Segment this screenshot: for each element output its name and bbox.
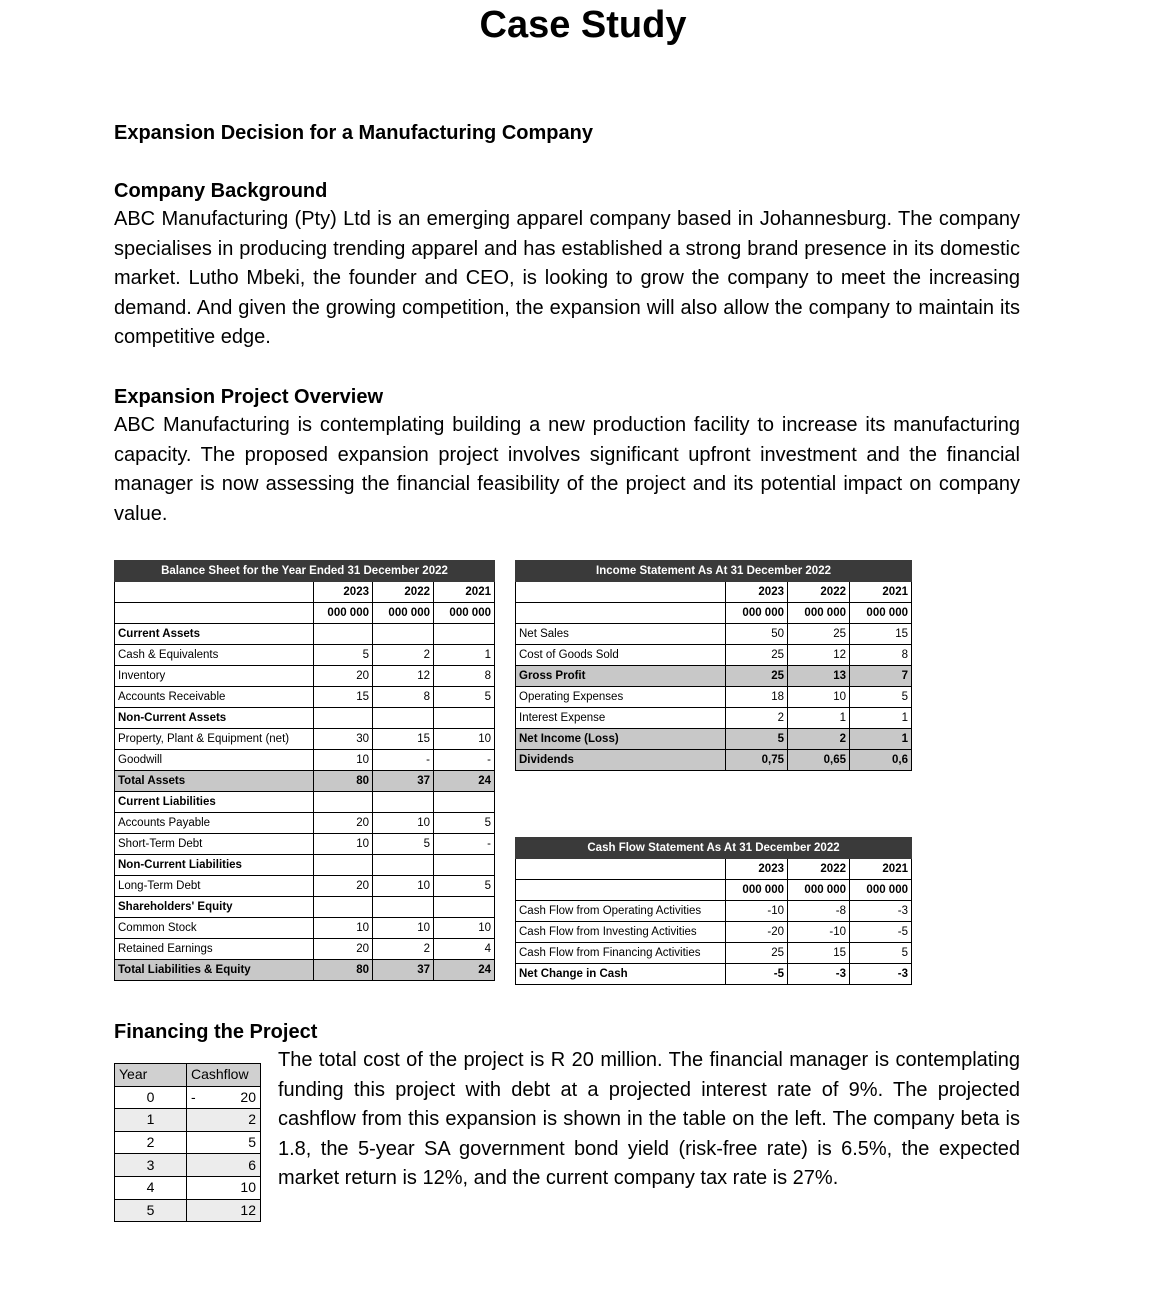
cashflow-sign: - bbox=[191, 1088, 196, 1105]
unit-header-cell: 000 000 bbox=[850, 880, 912, 901]
value-cell: 24 bbox=[434, 960, 495, 981]
value-cell: 10 bbox=[434, 729, 495, 750]
year-header-cell: 2022 bbox=[373, 582, 434, 603]
value-cell: 8 bbox=[850, 645, 912, 666]
row-label-cell: Non-Current Assets bbox=[115, 708, 314, 729]
value-cell: -5 bbox=[850, 922, 912, 943]
company-background-section bbox=[114, 177, 1020, 353]
header-label-cell bbox=[115, 582, 314, 603]
row-label-cell: Property, Plant & Equipment (net) bbox=[115, 729, 314, 750]
table-row bbox=[516, 729, 912, 750]
project-overview-section bbox=[114, 383, 1020, 529]
table-title-row bbox=[516, 561, 912, 582]
value-cell: 10 bbox=[373, 813, 434, 834]
value-cell: 37 bbox=[373, 771, 434, 792]
table-row bbox=[115, 624, 495, 645]
row-label-cell: Total Assets bbox=[115, 771, 314, 792]
value-cell: 4 bbox=[434, 939, 495, 960]
value-cell: 5 bbox=[850, 943, 912, 964]
cashflow-cell bbox=[187, 1154, 261, 1177]
financing-heading: Financing the Project bbox=[114, 1021, 318, 1043]
value-cell: 25 bbox=[726, 666, 788, 687]
value-cell bbox=[314, 855, 373, 876]
value-cell bbox=[434, 855, 495, 876]
value-cell: 18 bbox=[726, 687, 788, 708]
table-row bbox=[115, 834, 495, 855]
header-label-cell bbox=[115, 603, 314, 624]
year-cell: 4 bbox=[115, 1176, 187, 1199]
cashflow-cell bbox=[187, 1109, 261, 1132]
value-cell: 10 bbox=[434, 918, 495, 939]
row-label-cell: Retained Earnings bbox=[115, 939, 314, 960]
value-cell: 5 bbox=[373, 834, 434, 855]
unit-header-cell: 000 000 bbox=[788, 880, 850, 901]
value-cell: 10 bbox=[373, 876, 434, 897]
value-cell: -20 bbox=[726, 922, 788, 943]
cashflow-value: 2 bbox=[248, 1111, 256, 1128]
value-cell: 12 bbox=[788, 645, 850, 666]
cashflow-cell bbox=[187, 1086, 261, 1109]
value-cell: - bbox=[434, 750, 495, 771]
document-subtitle: Expansion Decision for a Manufacturing Company bbox=[114, 122, 593, 144]
header-label-cell bbox=[516, 582, 726, 603]
value-cell: 25 bbox=[726, 645, 788, 666]
year-header: Year bbox=[115, 1064, 187, 1087]
value-cell: 20 bbox=[314, 939, 373, 960]
value-cell: 2 bbox=[373, 939, 434, 960]
year-cell: 1 bbox=[115, 1109, 187, 1132]
row-label-cell: Accounts Receivable bbox=[115, 687, 314, 708]
cashflow-row bbox=[115, 1086, 261, 1109]
cashflow-value: 12 bbox=[240, 1201, 256, 1218]
table-row bbox=[516, 964, 912, 985]
project-cashflow-table bbox=[114, 1063, 261, 1222]
row-label-cell: Operating Expenses bbox=[516, 687, 726, 708]
table-row bbox=[115, 645, 495, 666]
table-row bbox=[115, 666, 495, 687]
unit-header-row bbox=[516, 603, 912, 624]
cashflow-cell bbox=[187, 1176, 261, 1199]
project-overview-text: ABC Manufacturing is contemplating building a new production facility to increase its manufacturing capacity. The proposed expansion project involves significant upfront investment and the financial manager is now assessing the financial feasibility of the project and its potential impact on company value. bbox=[114, 414, 1020, 525]
value-cell: -3 bbox=[850, 964, 912, 985]
value-cell: 30 bbox=[314, 729, 373, 750]
unit-header-cell: 000 000 bbox=[850, 603, 912, 624]
table-row bbox=[516, 943, 912, 964]
value-cell: 2 bbox=[726, 708, 788, 729]
table-row bbox=[115, 750, 495, 771]
table-row bbox=[115, 792, 495, 813]
row-label-cell: Non-Current Liabilities bbox=[115, 855, 314, 876]
value-cell: 1 bbox=[788, 708, 850, 729]
value-cell: 8 bbox=[373, 687, 434, 708]
value-cell: 0,6 bbox=[850, 750, 912, 771]
value-cell: -3 bbox=[788, 964, 850, 985]
value-cell bbox=[314, 897, 373, 918]
table-title: Cash Flow Statement As At 31 December 2022 bbox=[516, 838, 912, 859]
value-cell bbox=[314, 792, 373, 813]
value-cell: 10 bbox=[314, 918, 373, 939]
table-title: Income Statement As At 31 December 2022 bbox=[516, 561, 912, 582]
year-header-row bbox=[516, 582, 912, 603]
balance-sheet-body bbox=[115, 561, 495, 981]
value-cell: 50 bbox=[726, 624, 788, 645]
value-cell: 2 bbox=[788, 729, 850, 750]
cashflow-value: 20 bbox=[240, 1088, 256, 1105]
cashflow-header-row bbox=[115, 1064, 261, 1087]
unit-header-row bbox=[115, 603, 495, 624]
cashflow-row bbox=[115, 1109, 261, 1132]
table-row bbox=[115, 687, 495, 708]
value-cell: -10 bbox=[788, 922, 850, 943]
value-cell bbox=[373, 792, 434, 813]
value-cell: 10 bbox=[788, 687, 850, 708]
table-row bbox=[115, 813, 495, 834]
row-label-cell: Common Stock bbox=[115, 918, 314, 939]
year-header-cell: 2021 bbox=[434, 582, 495, 603]
unit-header-cell: 000 000 bbox=[726, 880, 788, 901]
table-row bbox=[115, 876, 495, 897]
value-cell bbox=[314, 708, 373, 729]
table-title-row bbox=[115, 561, 495, 582]
year-cell: 3 bbox=[115, 1154, 187, 1177]
header-label-cell bbox=[516, 880, 726, 901]
row-label-cell: Net Income (Loss) bbox=[516, 729, 726, 750]
year-header-row bbox=[516, 859, 912, 880]
table-row bbox=[516, 624, 912, 645]
unit-header-row bbox=[516, 880, 912, 901]
value-cell bbox=[314, 624, 373, 645]
year-header-cell: 2021 bbox=[850, 859, 912, 880]
value-cell: 15 bbox=[850, 624, 912, 645]
row-label-cell: Accounts Payable bbox=[115, 813, 314, 834]
value-cell: 10 bbox=[373, 918, 434, 939]
row-label-cell: Gross Profit bbox=[516, 666, 726, 687]
cash-flow-body bbox=[516, 838, 912, 985]
income-statement-table bbox=[515, 560, 912, 771]
row-label-cell: Short-Term Debt bbox=[115, 834, 314, 855]
value-cell bbox=[373, 624, 434, 645]
income-statement-body bbox=[516, 561, 912, 771]
value-cell: 5 bbox=[434, 876, 495, 897]
row-label-cell: Net Change in Cash bbox=[516, 964, 726, 985]
table-row bbox=[516, 708, 912, 729]
value-cell: 15 bbox=[788, 943, 850, 964]
year-header-cell: 2022 bbox=[788, 582, 850, 603]
value-cell: 20 bbox=[314, 666, 373, 687]
row-label-cell: Goodwill bbox=[115, 750, 314, 771]
table-title: Balance Sheet for the Year Ended 31 December 2022 bbox=[115, 561, 495, 582]
cashflow-cell bbox=[187, 1199, 261, 1222]
value-cell bbox=[373, 855, 434, 876]
year-header-cell: 2023 bbox=[726, 859, 788, 880]
value-cell: 80 bbox=[314, 960, 373, 981]
cashflow-row bbox=[115, 1199, 261, 1222]
value-cell bbox=[373, 708, 434, 729]
value-cell: -8 bbox=[788, 901, 850, 922]
year-header-cell: 2022 bbox=[788, 859, 850, 880]
row-label-cell: Cash Flow from Operating Activities bbox=[516, 901, 726, 922]
value-cell: -3 bbox=[850, 901, 912, 922]
page-title: Case Study bbox=[479, 4, 687, 46]
table-row bbox=[115, 960, 495, 981]
value-cell: 5 bbox=[726, 729, 788, 750]
value-cell: - bbox=[373, 750, 434, 771]
value-cell: - bbox=[434, 834, 495, 855]
value-cell: 5 bbox=[850, 687, 912, 708]
table-row bbox=[115, 939, 495, 960]
cashflow-row bbox=[115, 1176, 261, 1199]
table-row bbox=[115, 855, 495, 876]
table-row bbox=[115, 897, 495, 918]
row-label-cell: Inventory bbox=[115, 666, 314, 687]
value-cell: 13 bbox=[788, 666, 850, 687]
row-label-cell: Shareholders' Equity bbox=[115, 897, 314, 918]
company-background-heading: Company Background bbox=[114, 180, 328, 202]
table-row bbox=[516, 901, 912, 922]
table-row bbox=[516, 666, 912, 687]
value-cell bbox=[434, 897, 495, 918]
balance-sheet-table bbox=[114, 560, 495, 981]
cashflow-value: 10 bbox=[240, 1179, 256, 1196]
table-row bbox=[115, 708, 495, 729]
value-cell bbox=[434, 624, 495, 645]
value-cell: 20 bbox=[314, 876, 373, 897]
table-row bbox=[516, 687, 912, 708]
value-cell bbox=[434, 792, 495, 813]
value-cell: 37 bbox=[373, 960, 434, 981]
value-cell: 8 bbox=[434, 666, 495, 687]
value-cell: 10 bbox=[314, 750, 373, 771]
value-cell bbox=[373, 897, 434, 918]
row-label-cell: Interest Expense bbox=[516, 708, 726, 729]
value-cell: 5 bbox=[314, 645, 373, 666]
year-cell: 0 bbox=[115, 1086, 187, 1109]
value-cell: 7 bbox=[850, 666, 912, 687]
value-cell: 2 bbox=[373, 645, 434, 666]
value-cell: 0,65 bbox=[788, 750, 850, 771]
row-label-cell: Dividends bbox=[516, 750, 726, 771]
cashflow-row bbox=[115, 1154, 261, 1177]
table-row bbox=[516, 922, 912, 943]
value-cell: 1 bbox=[850, 708, 912, 729]
cashflow-cell bbox=[187, 1131, 261, 1154]
value-cell: 25 bbox=[726, 943, 788, 964]
row-label-cell: Current Assets bbox=[115, 624, 314, 645]
year-cell: 5 bbox=[115, 1199, 187, 1222]
table-row bbox=[115, 729, 495, 750]
value-cell: 12 bbox=[373, 666, 434, 687]
table-row bbox=[516, 750, 912, 771]
value-cell: 15 bbox=[314, 687, 373, 708]
project-overview-heading: Expansion Project Overview bbox=[114, 386, 383, 408]
row-label-cell: Cash Flow from Financing Activities bbox=[516, 943, 726, 964]
header-label-cell bbox=[516, 603, 726, 624]
value-cell: 15 bbox=[373, 729, 434, 750]
table-row bbox=[115, 771, 495, 792]
row-label-cell: Long-Term Debt bbox=[115, 876, 314, 897]
table-row bbox=[115, 918, 495, 939]
unit-header-cell: 000 000 bbox=[726, 603, 788, 624]
table-title-row bbox=[516, 838, 912, 859]
value-cell: 20 bbox=[314, 813, 373, 834]
year-header-cell: 2023 bbox=[726, 582, 788, 603]
unit-header-cell: 000 000 bbox=[788, 603, 850, 624]
header-label-cell bbox=[516, 859, 726, 880]
year-header-row bbox=[115, 582, 495, 603]
value-cell: -10 bbox=[726, 901, 788, 922]
row-label-cell: Current Liabilities bbox=[115, 792, 314, 813]
value-cell: 5 bbox=[434, 813, 495, 834]
value-cell: 25 bbox=[788, 624, 850, 645]
cash-flow-table bbox=[515, 837, 912, 985]
value-cell: -5 bbox=[726, 964, 788, 985]
unit-header-cell: 000 000 bbox=[434, 603, 495, 624]
value-cell: 80 bbox=[314, 771, 373, 792]
unit-header-cell: 000 000 bbox=[373, 603, 434, 624]
unit-header-cell: 000 000 bbox=[314, 603, 373, 624]
financing-text: The total cost of the project is R 20 million. The financial manager is contemplating funding this project with debt at a projected interest rate of 9%. The projected cashflow from this expansion is shown in the table on the left. The company beta is 1.8, the 5-year SA government bond yield (risk-free rate) is 6.5%, the expected market return is 12%, and the current company tax rate is 27%. bbox=[278, 1049, 1020, 1189]
value-cell: 1 bbox=[850, 729, 912, 750]
cashflow-header: Cashflow bbox=[187, 1064, 261, 1087]
year-cell: 2 bbox=[115, 1131, 187, 1154]
value-cell: 0,75 bbox=[726, 750, 788, 771]
row-label-cell: Cost of Goods Sold bbox=[516, 645, 726, 666]
cashflow-value: 5 bbox=[248, 1134, 256, 1151]
row-label-cell: Cash Flow from Investing Activities bbox=[516, 922, 726, 943]
row-label-cell: Net Sales bbox=[516, 624, 726, 645]
value-cell: 10 bbox=[314, 834, 373, 855]
cashflow-value: 6 bbox=[248, 1156, 256, 1173]
year-header-cell: 2021 bbox=[850, 582, 912, 603]
row-label-cell: Cash & Equivalents bbox=[115, 645, 314, 666]
row-label-cell: Total Liabilities & Equity bbox=[115, 960, 314, 981]
value-cell bbox=[434, 708, 495, 729]
cashflow-row bbox=[115, 1131, 261, 1154]
year-header-cell: 2023 bbox=[314, 582, 373, 603]
company-background-text: ABC Manufacturing (Pty) Ltd is an emerging apparel company based in Johannesburg. The company specialises in producing trending apparel and has established a strong brand presence in its domestic market. Lutho Mbeki, the founder and CEO, is looking to grow the company to meet the increasing demand. And given the growing competition, the expansion will also allow the company to maintain its competitive edge. bbox=[114, 208, 1020, 348]
value-cell: 5 bbox=[434, 687, 495, 708]
table-row bbox=[516, 645, 912, 666]
value-cell: 24 bbox=[434, 771, 495, 792]
value-cell: 1 bbox=[434, 645, 495, 666]
